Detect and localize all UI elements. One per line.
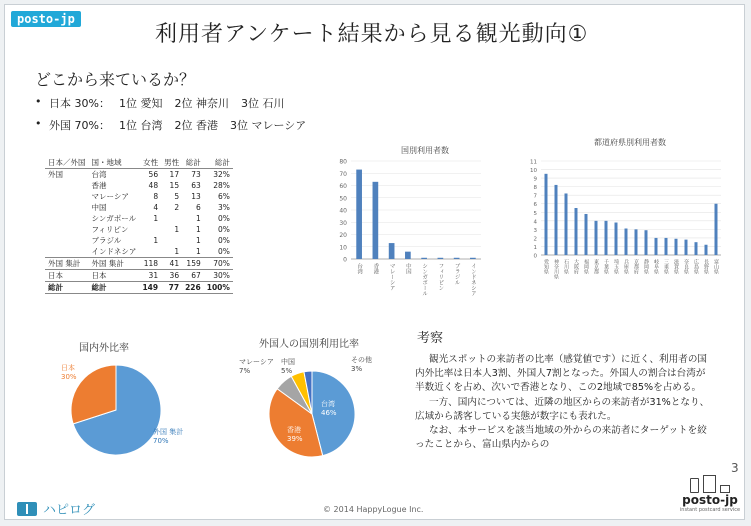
cell: 30% bbox=[204, 270, 233, 282]
header-cell: 総計 bbox=[182, 157, 204, 169]
y-tick-label: 5 bbox=[533, 210, 537, 217]
cell: シンガポール bbox=[91, 214, 137, 223]
header-cell: 総計 bbox=[204, 157, 233, 169]
bar bbox=[356, 170, 362, 259]
x-tick-label: 広島県 bbox=[693, 259, 699, 274]
observation-paragraph: 観光スポットの来訪者の比率（感覚値です）に近く、利用者の国内外比率は日本人3割、外国人7割となった。外国人の割合は台湾が半数近くを占め、次いで香港となり、この2地域で85%を占める。 bbox=[415, 354, 708, 394]
y-tick-label: 60 bbox=[339, 183, 347, 190]
x-tick-label: シンガポール bbox=[421, 263, 428, 296]
cell: 41 bbox=[161, 258, 182, 270]
cell bbox=[45, 191, 89, 202]
cell bbox=[161, 235, 182, 246]
cell: 台湾 bbox=[91, 170, 107, 179]
bullet-item: 3位 石川 bbox=[241, 97, 285, 110]
bar bbox=[545, 174, 548, 255]
bar bbox=[675, 239, 678, 255]
pie1-title: 国内外比率 bbox=[79, 343, 129, 354]
y-tick-label: 70 bbox=[339, 170, 347, 178]
slide bbox=[4, 4, 745, 520]
bar bbox=[705, 245, 708, 255]
y-tick-label: 2 bbox=[533, 236, 537, 243]
bar bbox=[715, 204, 718, 255]
bar bbox=[635, 229, 638, 255]
y-tick-label: 3 bbox=[533, 227, 537, 234]
y-tick-label: 1 bbox=[533, 244, 537, 251]
cell bbox=[45, 224, 89, 235]
device-icons bbox=[677, 473, 743, 493]
observation-heading: 考察 bbox=[417, 331, 444, 346]
x-tick-label: 神奈川県 bbox=[553, 259, 559, 279]
header-cell: 日本／外国 bbox=[45, 157, 89, 169]
cell bbox=[45, 246, 89, 258]
observation-paragraph: 一方、国内については、近隣の地区からの来訪者が31%となり、広域から誘客している実態が数字にも表れた。 bbox=[415, 396, 710, 422]
bar bbox=[695, 242, 698, 255]
y-tick-label: 8 bbox=[533, 185, 537, 192]
bar bbox=[470, 258, 476, 259]
x-tick-label: 三重県 bbox=[663, 259, 669, 274]
cell: 63 bbox=[191, 181, 201, 190]
cell bbox=[45, 235, 89, 246]
x-tick-label: 富山県 bbox=[713, 259, 719, 274]
bar bbox=[454, 258, 460, 259]
cell: 0% bbox=[218, 214, 230, 223]
section-subtitle: どこから来ているか？ bbox=[35, 70, 196, 89]
bar bbox=[585, 214, 588, 255]
cell: 36 bbox=[161, 270, 182, 282]
table-row bbox=[45, 191, 233, 202]
page-title: 利用者アンケート結果から見る観光動向① bbox=[155, 22, 589, 47]
cell: 32% bbox=[213, 170, 230, 179]
x-tick-label: 京都府 bbox=[633, 259, 639, 274]
cell bbox=[45, 213, 89, 224]
y-tick-label: 9 bbox=[533, 176, 537, 183]
y-tick-label: 80 bbox=[339, 158, 347, 166]
y-tick-label: 40 bbox=[339, 207, 347, 215]
cell: 56 bbox=[148, 170, 159, 179]
bullet-dot: • bbox=[35, 95, 42, 108]
pie2-label-other: その他 3% bbox=[351, 356, 372, 373]
copyright: © 2014 HappyLogue Inc. bbox=[323, 505, 424, 514]
cell: 70% bbox=[204, 258, 233, 270]
y-tick-label: 0 bbox=[343, 256, 347, 264]
country-bar-chart bbox=[327, 155, 487, 305]
bullet-label: 外国 70%： bbox=[49, 119, 110, 132]
cell: 1 bbox=[195, 247, 201, 256]
y-tick-label: 11 bbox=[530, 159, 537, 166]
table-row-foreign-total bbox=[45, 258, 233, 270]
pie2-label-taiwan: 台湾 46% bbox=[321, 400, 337, 417]
posto-badge: posto-jp bbox=[11, 11, 81, 27]
x-tick-label: 東京都 bbox=[593, 259, 599, 274]
cell: 6 bbox=[195, 203, 201, 212]
x-tick-label: 岐阜県 bbox=[653, 259, 659, 274]
phone-icon bbox=[690, 478, 699, 493]
cell: 日本 bbox=[89, 270, 140, 282]
bar bbox=[438, 258, 444, 259]
table-header bbox=[45, 157, 233, 169]
cell: 77 bbox=[161, 282, 182, 294]
pie2-title: 外国人の国別利用比率 bbox=[259, 339, 359, 350]
y-tick-label: 10 bbox=[530, 168, 537, 175]
table-row bbox=[45, 246, 233, 258]
bar bbox=[605, 221, 608, 255]
cell: 0% bbox=[218, 247, 230, 256]
x-tick-label: 福岡県 bbox=[583, 259, 589, 274]
x-tick-label: 埼玉県 bbox=[613, 259, 619, 274]
cell: 1 bbox=[174, 247, 180, 256]
cell: 1 bbox=[195, 236, 201, 245]
cell: 4 bbox=[153, 203, 159, 212]
cell: 0% bbox=[218, 236, 230, 245]
x-tick-label: 奈良県 bbox=[683, 259, 689, 274]
hapilog-logo bbox=[17, 499, 95, 518]
y-tick-label: 20 bbox=[339, 232, 347, 239]
posto-tagline: instant postcard service bbox=[679, 507, 741, 513]
prefecture-chart-title: 都道府県別利用者数 bbox=[594, 138, 666, 147]
bar bbox=[685, 240, 688, 255]
cell: 1 bbox=[174, 225, 180, 234]
bar bbox=[615, 223, 618, 255]
x-tick-label: 兵庫県 bbox=[623, 259, 629, 274]
bar bbox=[421, 258, 427, 259]
bar bbox=[405, 252, 411, 259]
bullet-list bbox=[35, 95, 318, 139]
bullet-item: 2位 香港 bbox=[174, 119, 218, 132]
cell: 48 bbox=[148, 181, 159, 190]
observation-paragraph: なお、本サービスを該当地域の外からの来訪者にターゲットを絞ったことから、富山県内からの bbox=[415, 425, 707, 451]
pie1-label-foreign: 外国 集計 70% bbox=[153, 428, 184, 445]
table-row bbox=[45, 169, 233, 181]
x-tick-label: 石川県 bbox=[563, 259, 569, 274]
bullet-dot: • bbox=[35, 117, 42, 130]
bar bbox=[373, 182, 379, 259]
x-tick-label: 千葉県 bbox=[603, 259, 609, 274]
x-tick-label: フィリピン bbox=[437, 263, 444, 291]
pie2-label-malaysia: マレーシア 7% bbox=[239, 358, 274, 375]
stats-table bbox=[45, 157, 233, 294]
page-number: 3 bbox=[731, 461, 739, 475]
cell: 5 bbox=[174, 192, 180, 201]
table-row bbox=[45, 224, 233, 235]
bullet-foreign bbox=[35, 117, 318, 139]
cell bbox=[139, 246, 161, 258]
bar bbox=[625, 229, 628, 255]
posto-logo bbox=[677, 473, 743, 513]
y-tick-label: 30 bbox=[339, 219, 347, 227]
cell: 1 bbox=[153, 214, 159, 223]
bullet-item: 1位 台湾 bbox=[119, 119, 163, 132]
x-tick-label: 台湾 bbox=[356, 263, 363, 274]
y-tick-label: 50 bbox=[339, 195, 347, 203]
cell: 118 bbox=[139, 258, 161, 270]
bar bbox=[645, 230, 648, 255]
cell bbox=[45, 202, 89, 213]
x-tick-label: 香港 bbox=[372, 263, 379, 274]
cell: 外国 集計 bbox=[45, 258, 89, 270]
x-tick-label: 長野県 bbox=[703, 259, 709, 274]
bar bbox=[575, 208, 578, 255]
observation-body bbox=[415, 353, 715, 452]
cell: フィリピン bbox=[91, 225, 129, 234]
prefecture-bar-chart bbox=[525, 155, 725, 295]
cell: 149 bbox=[139, 282, 161, 294]
cell: 香港 bbox=[91, 181, 107, 190]
pie1-label-japan: 日本 30% bbox=[61, 364, 77, 381]
x-tick-label: 静岡県 bbox=[643, 259, 649, 274]
table-row bbox=[45, 213, 233, 224]
cell bbox=[139, 224, 161, 235]
bar bbox=[595, 221, 598, 255]
cell bbox=[161, 213, 182, 224]
bullet-japan bbox=[35, 95, 318, 117]
cell: 6% bbox=[218, 192, 230, 201]
cell: 13 bbox=[191, 192, 201, 201]
cell: 3% bbox=[218, 203, 230, 212]
cell: 67 bbox=[182, 270, 204, 282]
x-tick-label: 滋賀県 bbox=[673, 259, 679, 274]
cell: 159 bbox=[182, 258, 204, 270]
cell: 28% bbox=[213, 181, 230, 190]
pie2-label-china: 中国 5% bbox=[281, 358, 295, 375]
y-tick-label: 0 bbox=[533, 253, 537, 260]
bullet-item: 3位 マレーシア bbox=[230, 119, 307, 132]
bar bbox=[565, 193, 568, 255]
header-cell: 男性 bbox=[161, 157, 182, 169]
cell: インドネシア bbox=[91, 247, 137, 256]
cell: 226 bbox=[182, 282, 204, 294]
table-row bbox=[45, 202, 233, 213]
bullet-item: 1位 愛知 bbox=[119, 97, 163, 110]
bar bbox=[389, 243, 395, 259]
cell: 総計 bbox=[89, 282, 140, 294]
table-row-japan bbox=[45, 270, 233, 282]
bar bbox=[655, 238, 658, 255]
table-row bbox=[45, 180, 233, 191]
cell: 8 bbox=[153, 192, 159, 201]
cell: 1 bbox=[195, 225, 201, 234]
pie2-label-hongkong: 香港 39% bbox=[287, 426, 303, 443]
y-tick-label: 4 bbox=[533, 219, 537, 226]
y-tick-label: 10 bbox=[339, 244, 347, 252]
cell: 0% bbox=[218, 225, 230, 234]
cell: ブラジル bbox=[91, 236, 122, 245]
x-tick-label: 愛知県 bbox=[543, 259, 549, 274]
cell: マレーシア bbox=[91, 192, 129, 201]
cell: 中国 bbox=[91, 203, 107, 212]
cell: 17 bbox=[169, 170, 180, 179]
posto-wordmark: posto-jp bbox=[682, 493, 738, 507]
foreign-country-pie bbox=[269, 371, 355, 457]
bullet-label: 日本 30%： bbox=[49, 97, 110, 110]
table-row-grand-total bbox=[45, 282, 233, 294]
y-tick-label: 7 bbox=[533, 193, 537, 200]
mailbox-icon bbox=[720, 485, 730, 493]
bar bbox=[665, 238, 668, 255]
x-tick-label: インドネシア bbox=[469, 263, 476, 296]
cell: 日本 bbox=[45, 270, 89, 282]
table-row bbox=[45, 235, 233, 246]
cell: 31 bbox=[139, 270, 161, 282]
cell: 外国 bbox=[48, 170, 63, 179]
x-tick-label: マレーシア bbox=[388, 263, 395, 291]
cell: 2 bbox=[174, 203, 180, 212]
y-tick-label: 6 bbox=[533, 202, 537, 209]
book-icon bbox=[17, 502, 37, 516]
cell: 総計 bbox=[45, 282, 89, 294]
postcard-icon bbox=[703, 475, 716, 493]
x-tick-label: ブラジル bbox=[453, 263, 460, 285]
cell: 15 bbox=[169, 181, 180, 190]
domestic-foreign-pie bbox=[71, 365, 161, 455]
cell bbox=[45, 180, 89, 191]
brand-name: ハピログ bbox=[43, 503, 96, 518]
bar bbox=[555, 185, 558, 255]
header-cell: 女性 bbox=[139, 157, 161, 169]
x-tick-label: 大阪府 bbox=[573, 259, 579, 274]
cell: 1 bbox=[153, 236, 159, 245]
country-chart-title: 国別利用者数 bbox=[401, 146, 449, 155]
cell: 100% bbox=[204, 282, 233, 294]
cell: 外国 集計 bbox=[89, 258, 140, 270]
bullet-item: 2位 神奈川 bbox=[174, 97, 229, 110]
x-tick-label: 中国 bbox=[404, 263, 411, 274]
header-cell: 国・地域 bbox=[89, 157, 140, 169]
cell: 73 bbox=[191, 170, 201, 179]
cell: 1 bbox=[195, 214, 201, 223]
